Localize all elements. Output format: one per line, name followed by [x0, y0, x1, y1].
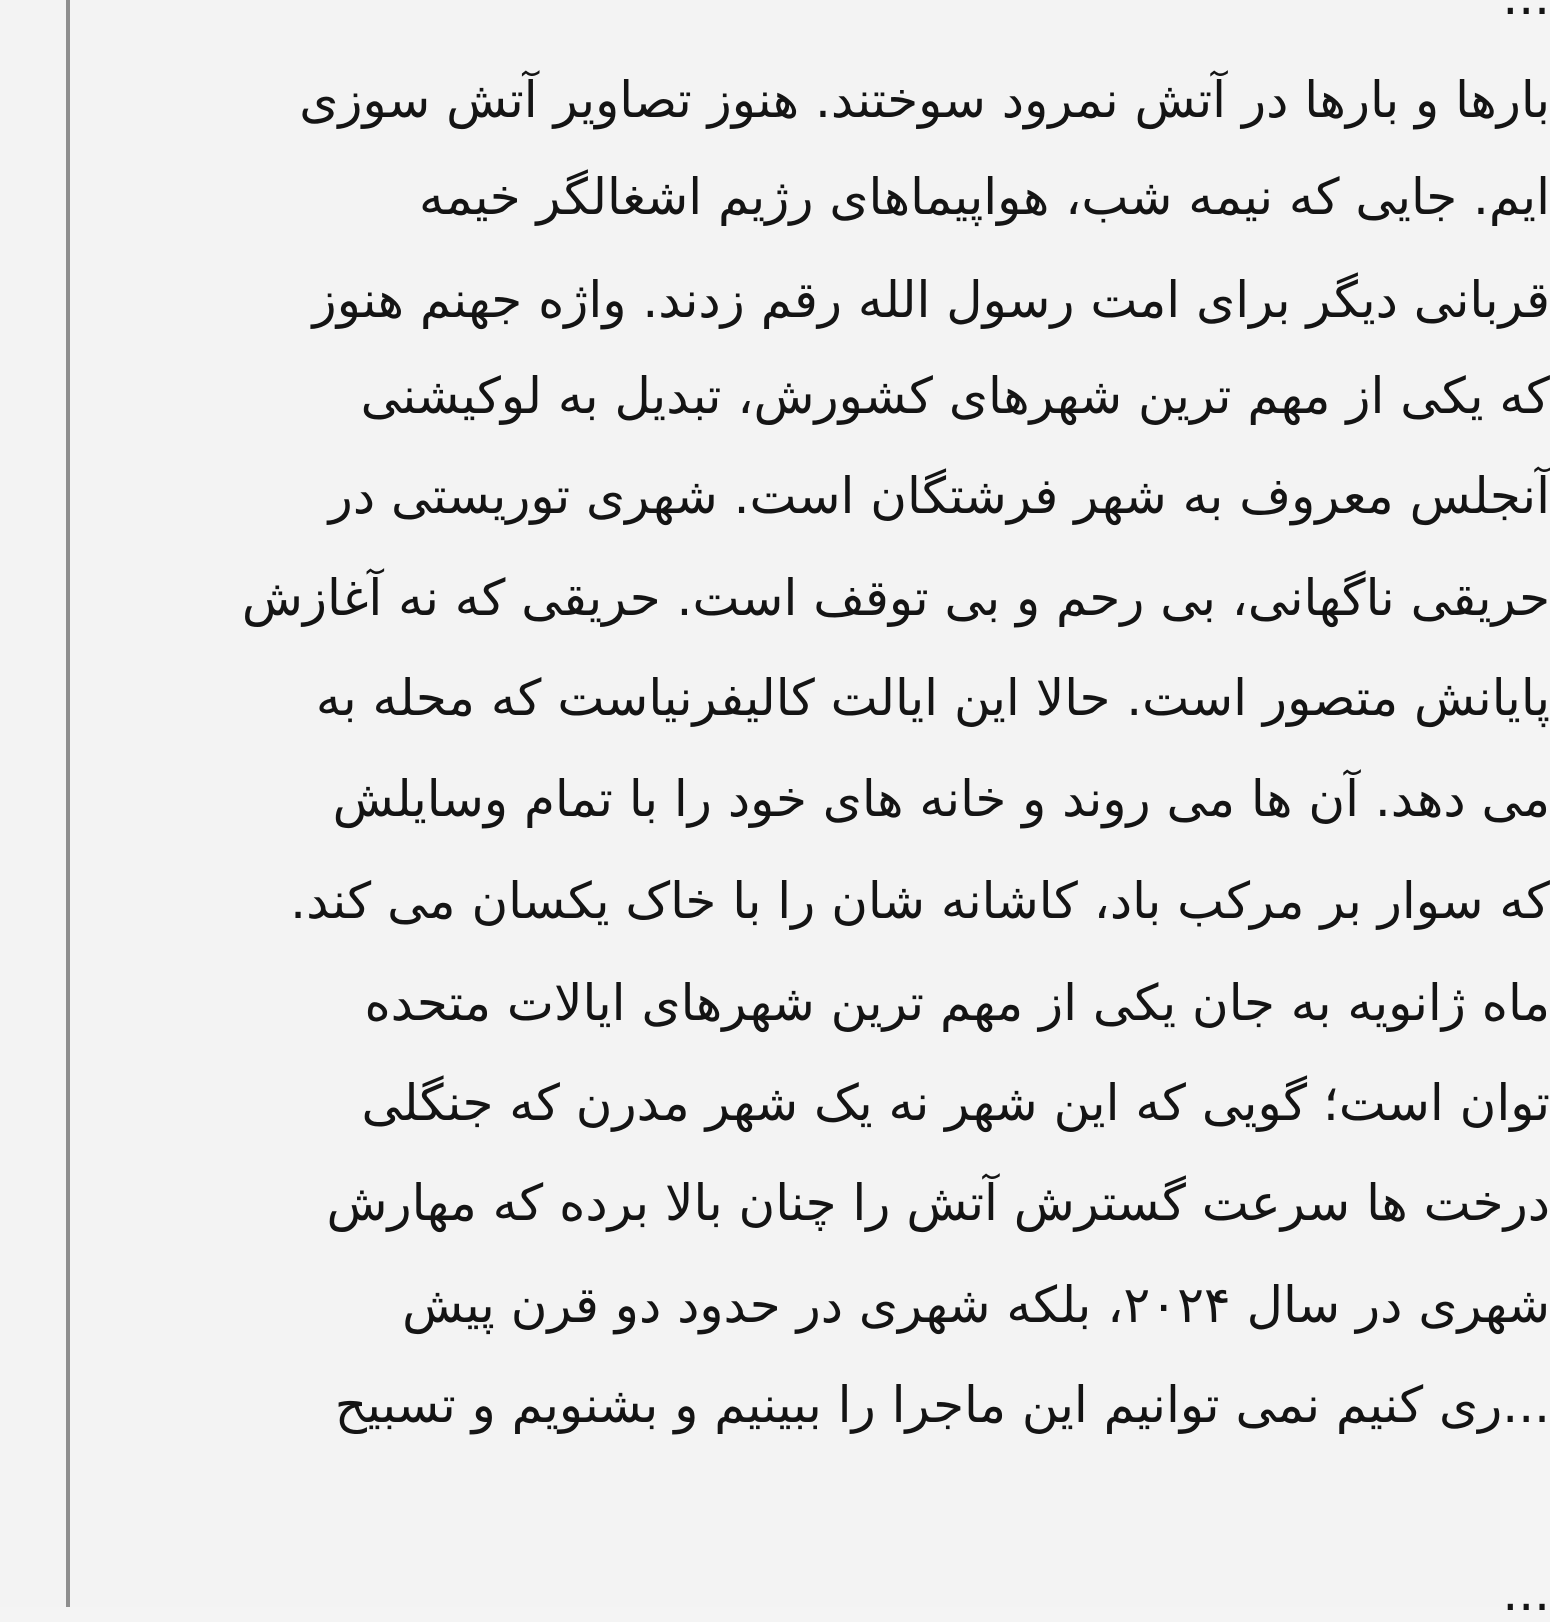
- cropped-bottom-line: ...: [1502, 1564, 1550, 1622]
- article-line-12: درخت ها سرعت گسترش آتش را چنان بالا برده که مهارش: [326, 1174, 1550, 1232]
- article-line-11: توان است؛ گویی که این شهر نه یک شهر مدرن که جنگلی: [361, 1074, 1550, 1132]
- article-line-5: آنجلس معروف به شهر فرشتگان است. شهری توریستی در: [328, 467, 1550, 525]
- article-line-2: ایم. جایی که نیمه شب، هواپیماهای رژیم اشغالگر خیمه: [418, 168, 1550, 226]
- article-line-14: ...ری کنیم نمی توانیم این ماجرا را ببینیم و بشنویم و تسبیح: [334, 1376, 1550, 1434]
- article-line-10: ماه ژانویه به جان یکی از مهم ترین شهرهای ایالات متحده: [364, 974, 1550, 1032]
- cropped-top-line: [150, 0, 1550, 22]
- article-line-9: که سوار بر مرکب باد، کاشانه شان را با خاک یکسان می کند.: [290, 872, 1550, 930]
- article-line-3: قربانی دیگر برای امت رسول الله رقم زدند. واژه جهنم هنوز: [312, 271, 1550, 329]
- article-line-8: می دهد. آن ها می روند و خانه های خود را با تمام وسایلش: [332, 770, 1550, 828]
- article-line-7: پایانش متصور است. حالا این ایالت کالیفرنیاست که محله به: [315, 669, 1550, 727]
- article-line-6: حریقی ناگهانی، بی رحم و بی توقف است. حریقی که نه آغازش: [241, 569, 1550, 627]
- column-divider-line: [66, 0, 70, 1607]
- article-line-1: بارها و بارها در آتش نمرود سوختند. هنوز تصاویر آتش سوزی: [299, 71, 1550, 129]
- article-line-13: شهری در سال ۲۰۲۴، بلکه شهری در حدود دو قرن پیش: [402, 1276, 1550, 1334]
- article-line-4: که یکی از مهم ترین شهرهای کشورش، تبدیل به لوکیشنی: [360, 367, 1550, 425]
- persian-article-column: [150, 0, 1550, 1622]
